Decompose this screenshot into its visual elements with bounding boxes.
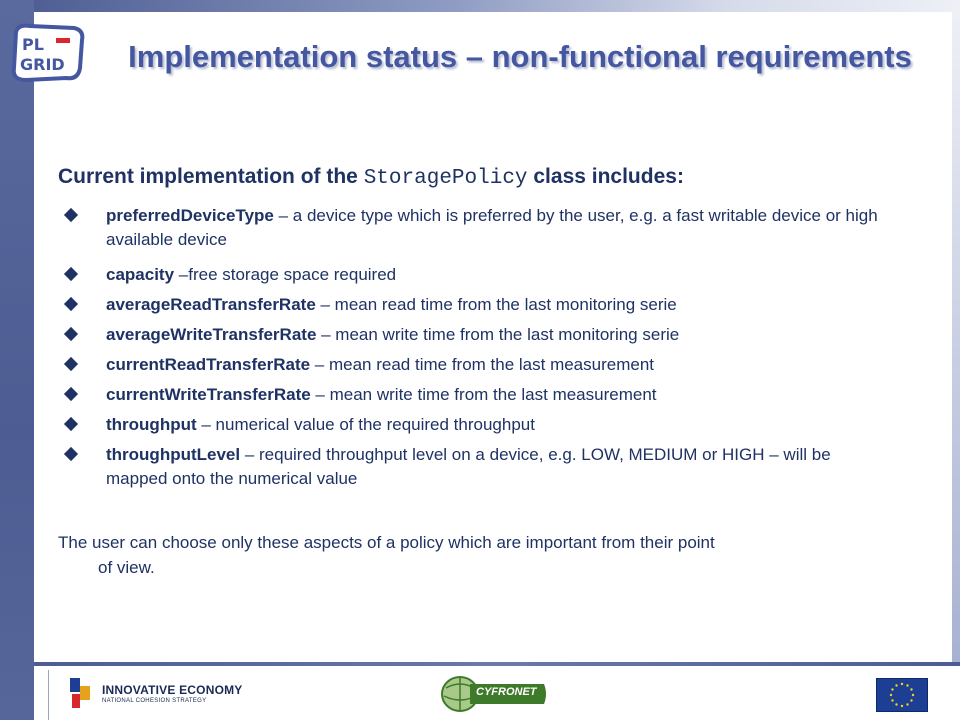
list-item bbox=[62, 323, 892, 347]
intro-line bbox=[58, 162, 918, 194]
closing-line-2: of view. bbox=[98, 558, 155, 577]
bullet-term: throughput bbox=[106, 415, 197, 434]
innovative-economy-logo bbox=[68, 676, 268, 710]
bullet-text: – mean read time from the last measurement bbox=[310, 355, 655, 374]
intro-suffix: class includes: bbox=[533, 165, 684, 188]
closing-line-1: The user can choose only these aspects of a policy which are important from their point bbox=[58, 533, 715, 552]
right-frame-bar bbox=[952, 12, 960, 662]
bullet-term: averageWriteTransferRate bbox=[106, 325, 317, 344]
bullet-term: capacity bbox=[106, 265, 175, 284]
bullet-text: –free storage space required bbox=[174, 265, 397, 284]
list-item bbox=[62, 263, 892, 287]
bullet-term: throughputLevel bbox=[106, 445, 241, 464]
list-item bbox=[62, 413, 892, 437]
diamond-bullet-icon bbox=[64, 357, 78, 371]
intro-class-name: StoragePolicy bbox=[363, 167, 528, 190]
diamond-bullet-icon bbox=[64, 297, 78, 311]
list-item bbox=[62, 204, 892, 252]
left-frame-bar bbox=[0, 0, 34, 720]
svg-text:PL: PL bbox=[22, 35, 44, 54]
list-item bbox=[62, 353, 892, 377]
bullet-term: averageReadTransferRate bbox=[106, 295, 316, 314]
diamond-bullet-icon bbox=[64, 208, 78, 222]
closing-paragraph bbox=[58, 530, 898, 580]
intro-prefix: Current implementation of the bbox=[58, 165, 358, 188]
bullet-text: – mean read time from the last monitoring serie bbox=[315, 295, 677, 314]
bullet-term: preferredDeviceType bbox=[106, 206, 274, 225]
bullet-text: – a device type which is preferred by the user, e.g. a fast writable device or high available device bbox=[106, 206, 878, 249]
bullet-term: currentWriteTransferRate bbox=[106, 385, 311, 404]
bullet-text: – mean write time from the last measurement bbox=[310, 385, 657, 404]
eu-flag-icon bbox=[876, 678, 928, 712]
bullet-text: – numerical value of the required throughput bbox=[196, 415, 535, 434]
requirements-list bbox=[62, 204, 892, 491]
plgrid-logo bbox=[8, 22, 88, 84]
slide-title: Implementation status – non-functional requirements bbox=[128, 39, 912, 74]
cyfronet-logo bbox=[440, 674, 550, 714]
cyfronet-label: CYFRONET bbox=[476, 686, 537, 698]
bullet-term: currentReadTransferRate bbox=[106, 355, 311, 374]
footer-divider bbox=[48, 670, 49, 720]
innovative-economy-mark-icon bbox=[68, 676, 94, 710]
diamond-bullet-icon bbox=[64, 417, 78, 431]
diamond-bullet-icon bbox=[64, 327, 78, 341]
svg-text:GRID: GRID bbox=[20, 55, 65, 74]
diamond-bullet-icon bbox=[64, 387, 78, 401]
list-item bbox=[62, 293, 892, 317]
top-frame-bar bbox=[34, 0, 960, 12]
list-item bbox=[62, 383, 892, 407]
bullet-text: – required throughput level on a device, e.g. LOW, MEDIUM or HIGH – will be mapped onto the numerical value bbox=[106, 445, 831, 488]
bullet-text: – mean write time from the last monitoring serie bbox=[316, 325, 680, 344]
footer-bar bbox=[34, 666, 960, 720]
innovative-economy-title: INNOVATIVE ECONOMY bbox=[102, 683, 243, 697]
diamond-bullet-icon bbox=[64, 447, 78, 461]
list-item bbox=[62, 443, 892, 491]
diamond-bullet-icon bbox=[64, 267, 78, 281]
innovative-economy-subtitle: NATIONAL COHESION STRATEGY bbox=[102, 698, 207, 704]
